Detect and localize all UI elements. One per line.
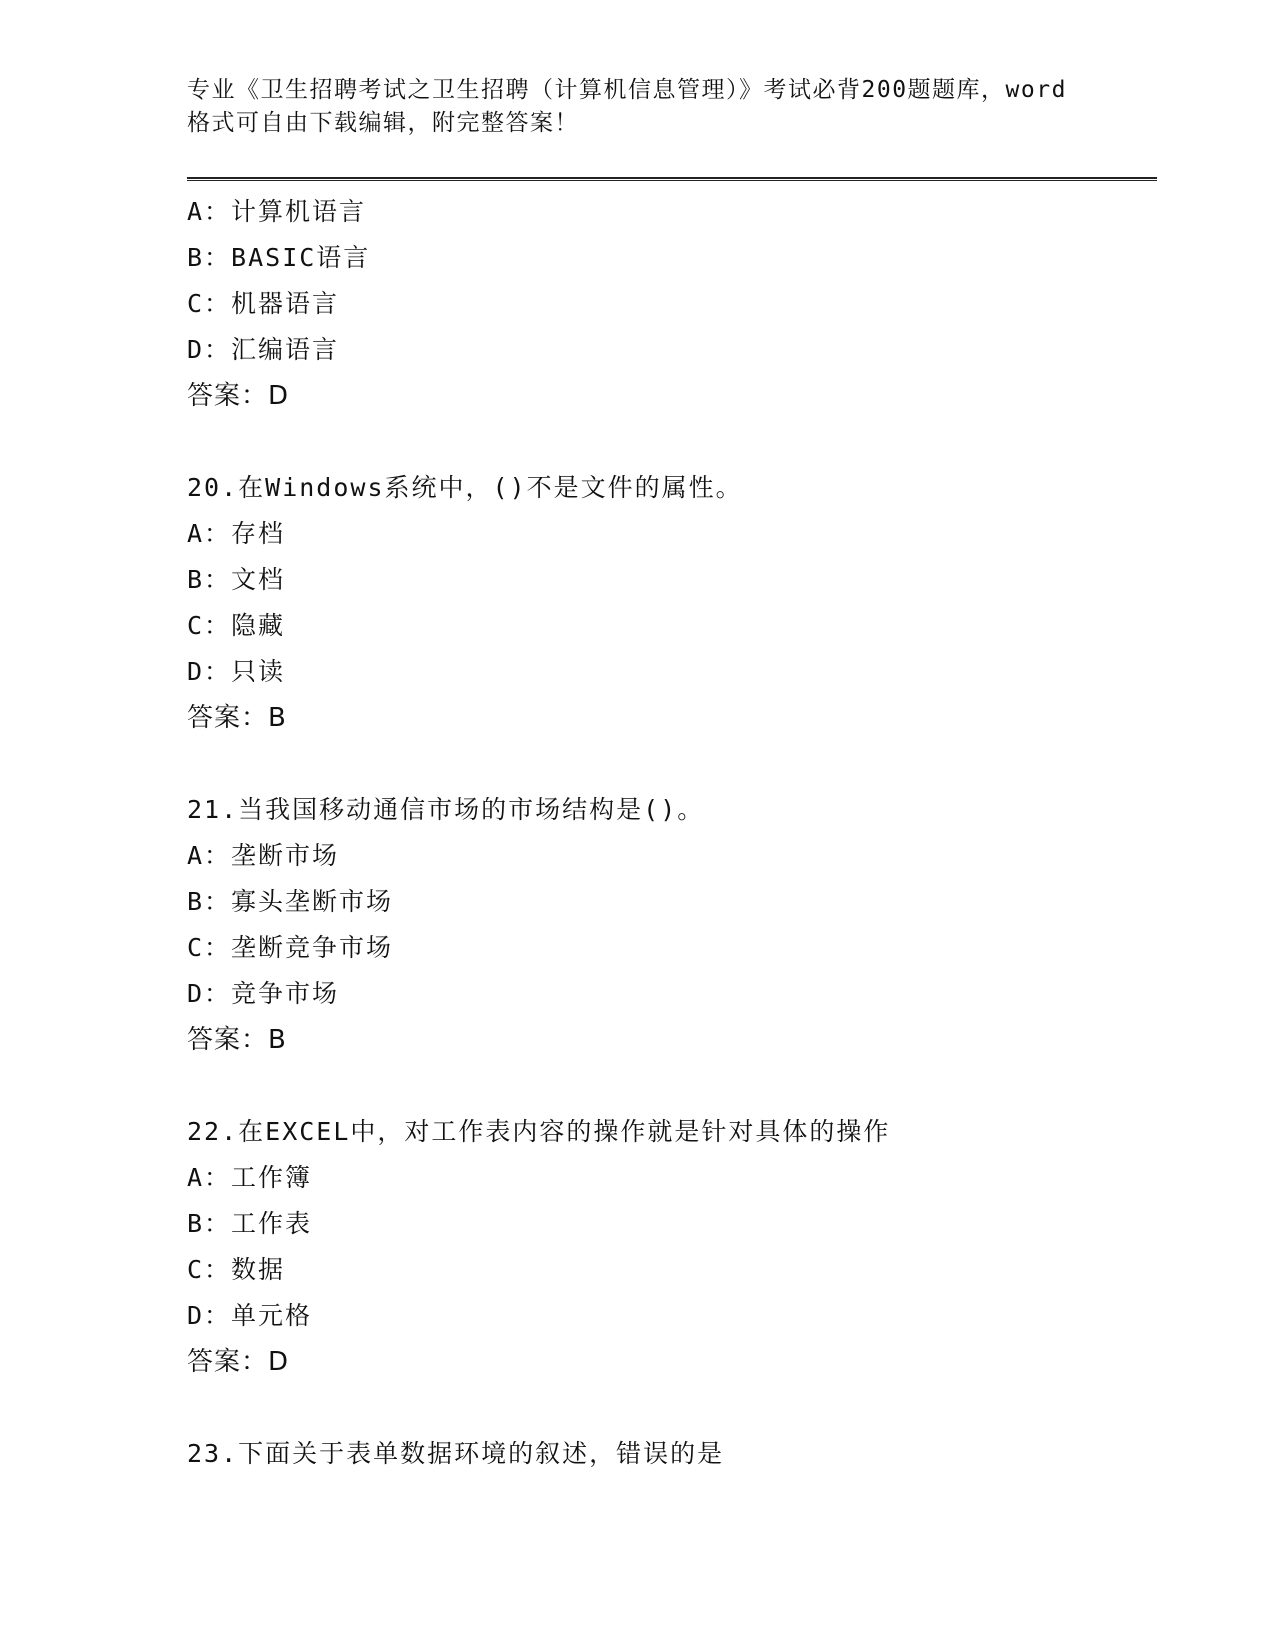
option-c: C：机器语言 [187,289,340,318]
document-header [187,74,1087,140]
option-b: B：寡头垄断市场 [187,887,394,916]
question-19 [187,189,1157,419]
option-a: A：计算机语言 [187,197,367,226]
option-d: D：竞争市场 [187,979,340,1008]
option-d: D：汇编语言 [187,335,340,364]
question-20 [187,465,1157,741]
question-list [187,189,1157,1477]
answer: 答案：B [187,1025,287,1055]
question-22 [187,1109,1157,1385]
header-line-1: 专业《卫生招聘考试之卫生招聘（计算机信息管理）》考试必背200题题库，word [187,77,1067,103]
option-b: B：工作表 [187,1209,313,1238]
answer: 答案：D [187,381,290,411]
option-b: B：文档 [187,565,286,594]
option-d: D：只读 [187,657,286,686]
question-text: 23.下面关于表单数据环境的叙述，错误的是 [187,1439,725,1468]
header-divider [187,177,1157,181]
option-d: D：单元格 [187,1301,313,1330]
answer: 答案：B [187,703,287,733]
question-text: 20.在Windows系统中，()不是文件的属性。 [187,473,743,502]
option-c: C：隐藏 [187,611,286,640]
option-a: A：存档 [187,519,286,548]
spacer [187,1063,1157,1109]
question-text: 21.当我国移动通信市场的市场结构是()。 [187,795,705,824]
option-a: A：工作簿 [187,1163,313,1192]
question-text: 22.在EXCEL中，对工作表内容的操作就是针对具体的操作 [187,1117,891,1146]
option-c: C：数据 [187,1255,286,1284]
option-b: B：BASIC语言 [187,243,371,272]
header-line-2: 格式可自由下载编辑，附完整答案！ [187,110,579,136]
question-21 [187,787,1157,1063]
spacer [187,1385,1157,1431]
spacer [187,741,1157,787]
option-a: A：垄断市场 [187,841,340,870]
answer: 答案：D [187,1347,290,1377]
spacer [187,419,1157,465]
question-23 [187,1431,1157,1477]
option-c: C：垄断竞争市场 [187,933,394,962]
